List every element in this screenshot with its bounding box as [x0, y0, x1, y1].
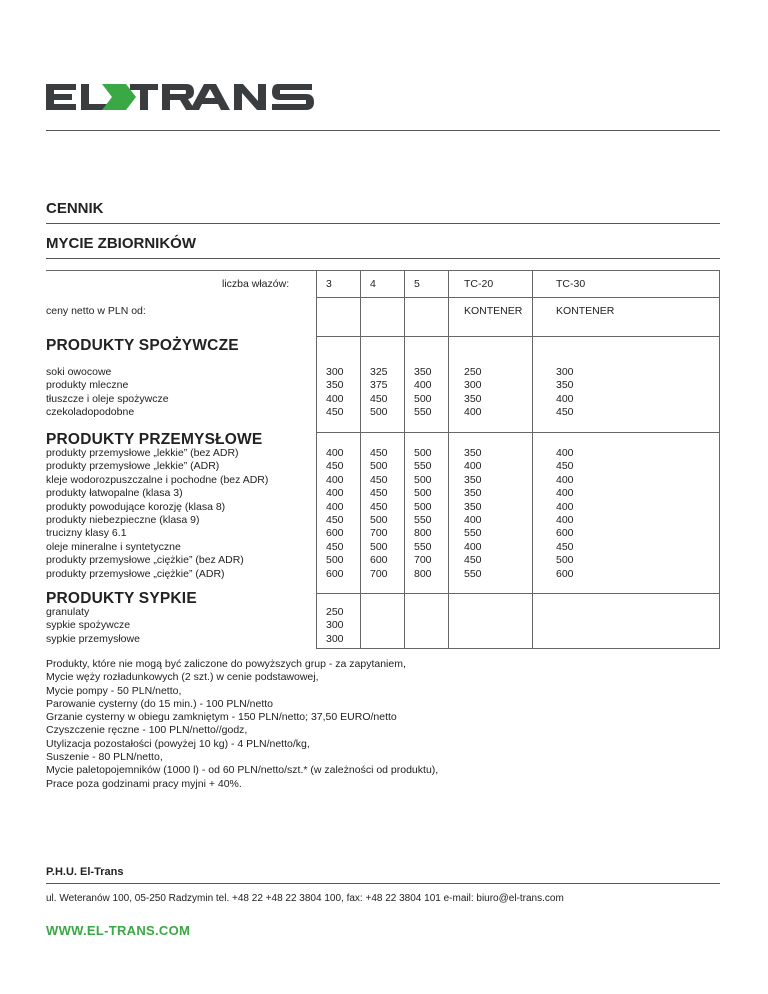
top-rule	[46, 130, 720, 131]
list-item: czekoladopodobne	[46, 406, 135, 419]
industrial-col-5: 500 550 500 500 500 550 800 550 700 800	[414, 447, 432, 580]
list-item: produkty przemysłowe „ciężkie” (ADR)	[46, 567, 225, 580]
footer-rule	[46, 883, 720, 884]
list-item: sypkie spożywcze	[46, 619, 131, 632]
mycie-heading: MYCIE ZBIORNIKÓW	[46, 235, 196, 252]
kontener-label-1: KONTENER	[464, 305, 523, 317]
section-title-food: PRODUKTY SPOŻYWCZE	[46, 337, 239, 354]
company-address: ul. Weteranów 100, 05-250 Radzymin tel. +48 22 +48 22 3804 100, fax: +48 22 3804 101 e-mail: biuro@el-trans.com	[46, 893, 564, 904]
list-item: sypkie przemysłowe	[46, 632, 140, 645]
list-item: tłuszcze i oleje spożywcze	[46, 392, 169, 405]
col-header-3: 3	[326, 278, 332, 290]
note-line: Prace poza godzinami pracy myjni + 40%.	[46, 777, 242, 790]
list-item: oleje mineralne i syntetyczne	[46, 540, 181, 553]
section-title-bulk: PRODUKTY SYPKIE	[46, 590, 197, 607]
list-item: produkty mleczne	[46, 379, 129, 392]
note-line: Mycie pompy - 50 PLN/netto,	[46, 684, 182, 697]
note-line: Czyszczenie ręczne - 100 PLN/netto//godz,	[46, 724, 248, 737]
mycie-rule	[46, 258, 720, 259]
note-line: Suszenie - 80 PLN/netto,	[46, 751, 163, 764]
bulk-col-3: 250 300 300	[326, 606, 344, 645]
col-header-5: 5	[414, 278, 420, 290]
company-name: P.H.U. El-Trans	[46, 866, 124, 878]
list-item: produkty przemysłowe „ciężkie” (bez ADR)	[46, 554, 244, 567]
industrial-col-3: 400 450 400 400 400 450 600 450 500 600	[326, 447, 344, 580]
section-items-industrial	[46, 447, 268, 581]
list-item: kleje wodorozpuszczalne i pochodne (bez ADR)	[46, 473, 269, 486]
section-title-industrial: PRODUKTY PRZEMYSŁOWE	[46, 431, 263, 448]
net-price-label: ceny netto w PLN od:	[46, 305, 146, 317]
cennik-heading: CENNIK	[46, 200, 104, 217]
section-items-food	[46, 366, 169, 420]
note-line: Parowanie cysterny (do 15 min.) - 100 PLN/netto	[46, 697, 274, 710]
list-item: produkty przemysłowe „lekkie” (ADR)	[46, 460, 220, 473]
notes	[46, 658, 438, 791]
food-col-5: 350 400 500 550	[414, 366, 432, 419]
list-item: soki owocowe	[46, 366, 112, 378]
list-item: granulaty	[46, 606, 90, 618]
note-line: Grzanie cysterny w obiegu zamkniętym - 150 PLN/netto; 37,50 EURO/netto	[46, 711, 397, 724]
col-header-tc20: TC-20	[464, 278, 494, 290]
note-line: Utylizacja pozostałości (powyżej 10 kg) - 4 PLN/netto/kg,	[46, 737, 310, 750]
industrial-col-tc30: 400 450 400 400 400 400 600 450 500 600	[556, 447, 574, 580]
list-item: trucizny klasy 6.1	[46, 527, 127, 540]
website-link[interactable]: WWW.EL-TRANS.COM	[46, 923, 191, 938]
industrial-col-tc20: 350 400 350 350 350 400 550 400 450 550	[464, 447, 482, 580]
food-col-tc20: 250 300 350 400	[464, 366, 482, 419]
cennik-rule	[46, 223, 720, 224]
note-line: Mycie paletopojemników (1000 l) - od 60 PLN/netto/szt.* (w zależności od produktu),	[46, 764, 439, 777]
list-item: produkty łatwopalne (klasa 3)	[46, 487, 183, 500]
list-item: produkty przemysłowe „lekkie” (bez ADR)	[46, 447, 239, 459]
hatch-count-label: liczba włazów:	[222, 278, 290, 290]
kontener-label-2: KONTENER	[556, 305, 615, 317]
el-trans-logo	[46, 84, 314, 110]
food-col-4: 325 375 450 500	[370, 366, 388, 419]
food-col-tc30: 300 350 400 450	[556, 366, 574, 419]
note-line: Produkty, które nie mogą być zaliczone do powyższych grup - za zapytaniem,	[46, 658, 406, 670]
col-header-tc30: TC-30	[556, 278, 586, 290]
note-line: Mycie węży rozładunkowych (2 szt.) w cenie podstawowej,	[46, 671, 319, 684]
col-header-4: 4	[370, 278, 376, 290]
list-item: produkty powodujące korozję (klasa 8)	[46, 500, 226, 513]
section-items-bulk	[46, 606, 140, 646]
industrial-col-4: 450 500 450 450 450 500 700 500 600 700	[370, 447, 388, 580]
food-col-3: 300 350 400 450	[326, 366, 344, 419]
list-item: produkty niebezpieczne (klasa 9)	[46, 514, 200, 527]
